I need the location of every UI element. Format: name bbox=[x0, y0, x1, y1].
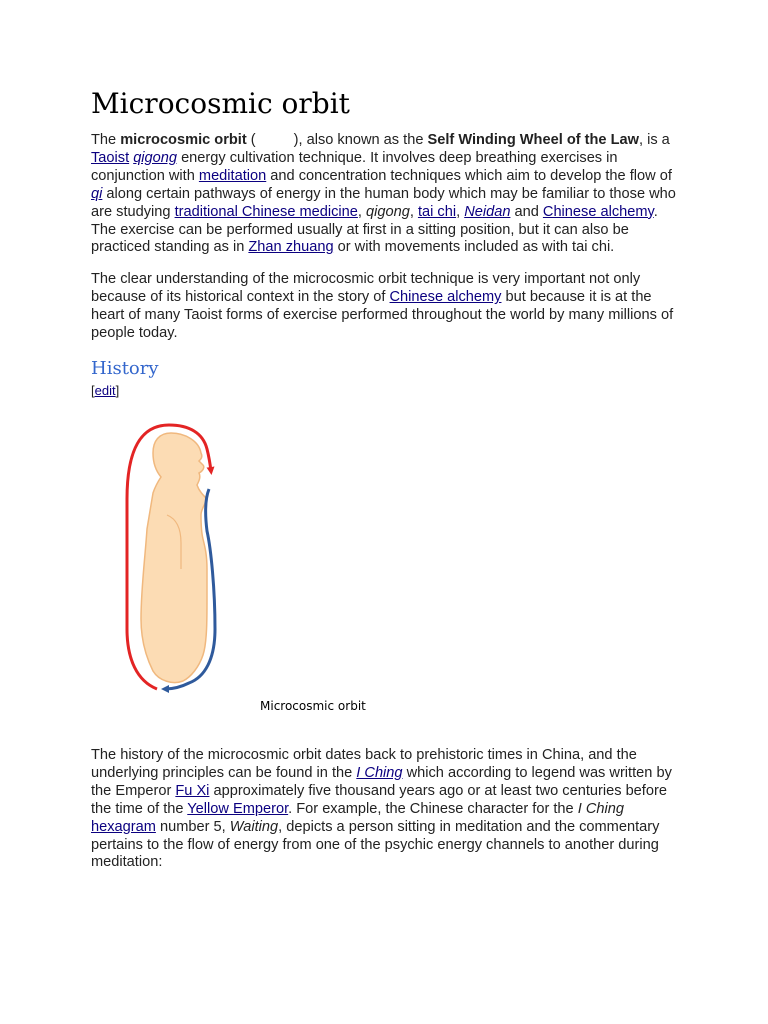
link-tai-chi[interactable]: tai chi bbox=[417, 203, 457, 220]
link-chinese-alchemy-2[interactable]: Chinese alchemy bbox=[389, 289, 502, 306]
term-microcosmic-orbit: microcosmic orbit bbox=[120, 132, 247, 148]
link-i-ching[interactable]: I Ching bbox=[356, 764, 403, 781]
link-fu-xi[interactable]: Fu Xi bbox=[175, 782, 210, 799]
link-qigong[interactable]: qigong bbox=[133, 149, 178, 166]
edit-link[interactable]: edit bbox=[94, 382, 116, 398]
link-meditation[interactable]: meditation bbox=[198, 167, 267, 184]
intro-paragraph: The microcosmic orbit ( ), also known as the Self Winding Wheel of the Law, is a Taoist qigong energy cultivation technique. It involves deep breathing exercises in conjunction with meditation and concentration techniques which aim to develop the flow of qi along certain pathways of energy in the human body which may be familiar to those who are studying traditional Chinese medicine, qigong, tai chi, Neidan and Chinese alchemy. The exercise can be performed usually at first in a sitting position, but it can also be practiced standing as in Zhan zhuang or with movements included as with tai chi. bbox=[91, 132, 676, 256]
context-paragraph: The clear understanding of the microcosmic orbit technique is very important not only because of its historical context in the story of Chinese alchemy but because it is at the heart of many Taoist forms of exercise performed throughout the world by many millions of people today. bbox=[91, 271, 674, 342]
edit-section: [edit] bbox=[91, 382, 120, 398]
microcosmic-orbit-image bbox=[119, 419, 229, 699]
link-zhan-zhuang[interactable]: Zhan zhuang bbox=[248, 239, 334, 256]
link-traditional-chinese-medicine[interactable]: traditional Chinese medicine bbox=[174, 203, 358, 220]
figure bbox=[91, 419, 681, 744]
link-chinese-alchemy[interactable]: Chinese alchemy bbox=[542, 203, 654, 220]
history-paragraph: The history of the microcosmic orbit dates back to prehistoric times in China, and the underlying principles can be found in the I Ching which according to legend was written by the Emperor Fu Xi approximately five thousand years ago or at least two centuries before the time of the Yellow Emperor. For example, the Chinese character for the I Ching hexagram number 5, Waiting, depicts a person sitting in meditation and the commentary pertains to the flow of energy from one of the psychic energy channels to another during meditation: bbox=[91, 746, 672, 871]
page-title: Microcosmic orbit bbox=[91, 87, 350, 120]
link-neidan[interactable]: Neidan bbox=[464, 203, 511, 220]
section-heading-history: History bbox=[91, 357, 159, 379]
link-yellow-emperor[interactable]: Yellow Emperor bbox=[187, 800, 289, 817]
term-self-winding-wheel: Self Winding Wheel of the Law bbox=[427, 132, 639, 148]
article-content bbox=[91, 86, 681, 886]
figure-caption: Microcosmic orbit bbox=[260, 698, 366, 713]
link-hexagram[interactable]: hexagram bbox=[91, 818, 156, 835]
human-body-silhouette bbox=[141, 433, 207, 683]
link-qi[interactable]: qi bbox=[91, 185, 103, 202]
link-taoist[interactable]: Taoist bbox=[91, 149, 130, 166]
